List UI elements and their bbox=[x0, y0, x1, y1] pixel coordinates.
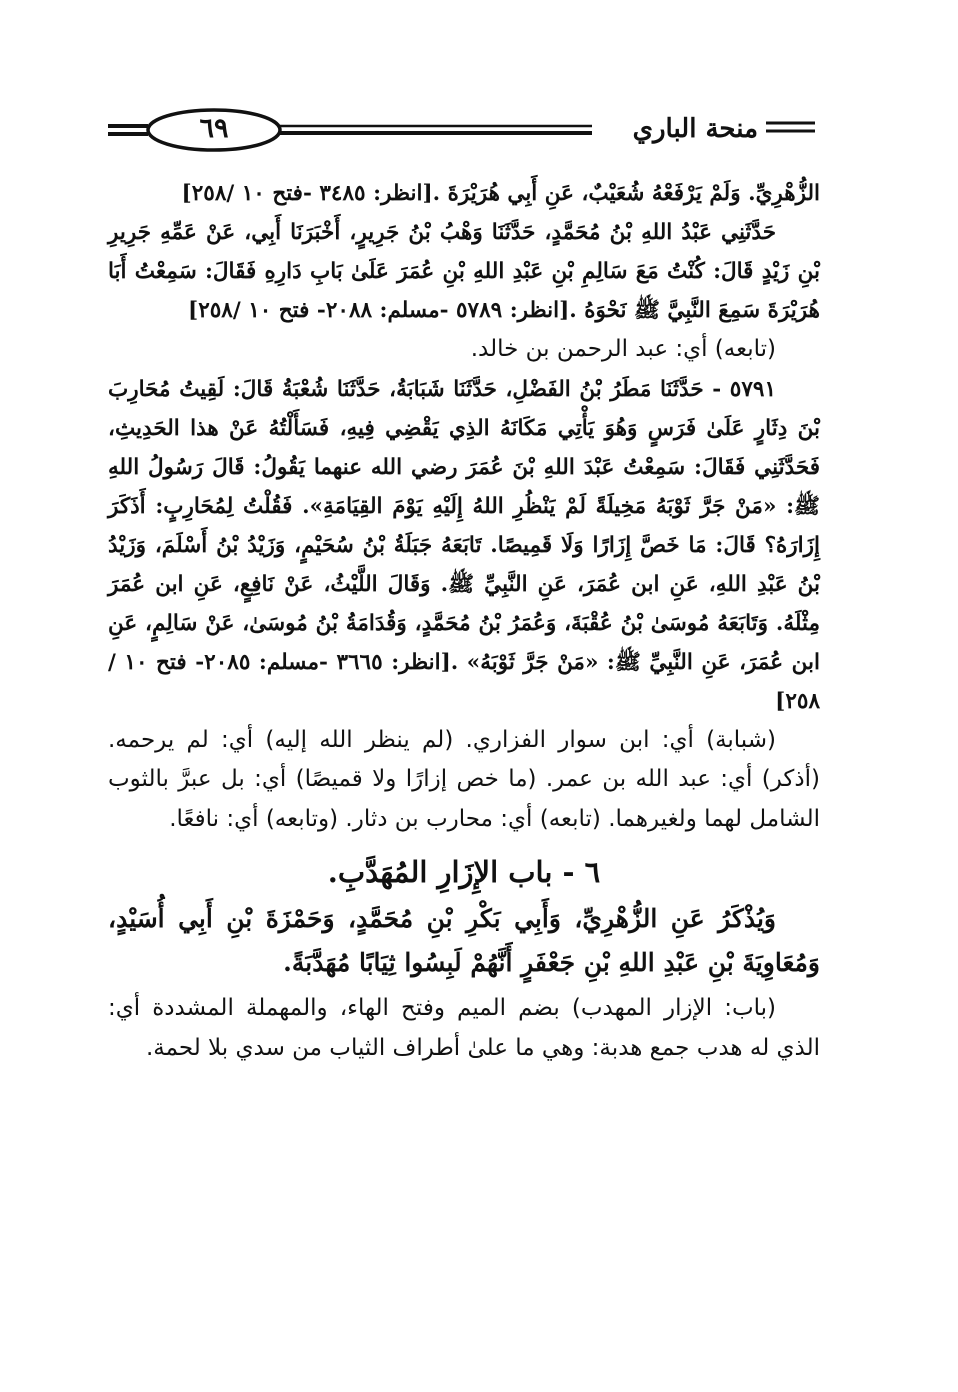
hadith-paragraph-2: حَدَّثَنِي عَبْدُ اللهِ بْنُ مُحَمَّدٍ، حَدَّثَنَا وَهْبُ بْنُ جَرِيرٍ، أَخْبَرَنَا أَبِي، عَنْ عَمِّهِ جَرِيرِ بْنِ زَيْدٍ قَالَ: كُنْتُ مَعَ سَالِمِ بْنِ عَبْدِ اللهِ بْنِ عُمَرَ عَلَىٰ بَابِ دَارِهِ فَقَالَ: سَمِعْتُ أَبَا هُرَيْرَةَ سَمِعَ النَّبِيَّ ﷺ نَحْوَهُ .[انظر: ٥٧٨٩ -مسلم: ٢٠٨٨- فتح ١٠ /٢٥٨] bbox=[108, 220, 820, 323]
chapter-tarjama: وَيُذْكَرُ عَنِ الزُّهْرِيِّ، وَأَبِي بَكْرِ بْنِ مُحَمَّدٍ، وَحَمْزَةَ بْنِ أَبِي أُسَيْدٍ، وَمُعَاوِيَةَ بْنِ عَبْدِ اللهِ بْنِ جَعْفَرٍ أَنَّهُمْ لَبِسُوا ثِيَابًا مُهَدَّبَةً. bbox=[108, 904, 820, 977]
hadith-paragraph-3: ٥٧٩١ - حَدَّثَنَا مَطَرُ بْنُ الفَضْلِ، حَدَّثَنَا شَبَابَةُ، حَدَّثَنَا شُعْبَةُ قَالَ: لَقِيتُ مُحَارِبَ بْنَ دِثَارٍ عَلَىٰ فَرَسٍ وَهُوَ يَأْتِي مَكَانَهُ الذِي يَقْضِي فِيهِ، فَسَأَلْتُهُ عَنْ هذا الحَدِيثِ، فَحَدَّثَنِي فَقَالَ: سَمِعْتُ عَبْدَ اللهِ بْنَ عُمَرَ رضي الله عنهما يَقُولُ: قَالَ رَسُولُ اللهِ ﷺ: «مَنْ جَرَّ ثَوْبَهُ مَخِيلَةً لَمْ يَنْظُرِ اللهُ إِلَيْهِ يَوْمَ القِيَامَةِ». فَقُلْتُ لِمُحَارِبٍ: أَذَكَرَ إِزَارَهُ؟ قَالَ: مَا خَصَّ إِزَارًا وَلَا قَمِيصًا. تَابَعَهُ جَبَلَةُ بْنُ سُحَيْمٍ، وَزَيْدُ بْنُ أَسْلَمَ، وَزَيْدُ بْنُ عَبْدِ اللهِ، عَنِ ابن عُمَرَ، عَنِ النَّبِيِّ ﷺ. وَقَالَ اللَّيْثُ، عَنْ نَافِعٍ، عَنِ ابن عُمَرَ مِثْلَهُ. وَتَابَعَهُ مُوسَىٰ بْنُ عُقْبَةَ، وَعُمَرُ بْنُ مُحَمَّدٍ، وَقُدَامَةُ بْنُ مُوسَىٰ، عَنْ سَالِمٍ، عَنِ ابن عُمَرَ، عَنِ النَّبِيِّ ﷺ: «مَنْ جَرَّ ثَوْبَهُ» .[انظر: ٣٦٦٥ -مسلم: ٢٠٨٥- فتح ١٠ /٢٥٨] bbox=[108, 376, 821, 714]
page-number: ٦٩ bbox=[199, 113, 229, 144]
chapter-heading: ٦ - باب الإِزَارِ المُهَدَّبِ. bbox=[327, 855, 601, 889]
running-title: منحة الباري bbox=[632, 114, 758, 144]
commentary-paragraph-2: (شبابة) أي: ابن سوار الفزاري. (لم ينظر الله إليه) أي: لم يرحمه. (أذكر) أي: عبد الله بن عمر. (ما خص إزارًا ولا قميصًا) أي: بل عبرَّ بالثوب الشامل لهما ولغيرهما. (تابعه) أي: محارب بن دثار. (وتابعه) أي: نافعًا. bbox=[108, 726, 820, 832]
commentary-paragraph-1: (تابعه) أي: عبد الرحمن بن خالد. bbox=[470, 336, 776, 362]
commentary-paragraph-3: (باب: الإزار المهدب) بضم الميم وفتح الهاء، والمهملة المشددة أي: الذي له هدب جمع هدبة: وهي ما علىٰ أطراف الثياب من سدي بلا لحمة. bbox=[108, 995, 820, 1061]
page-header bbox=[100, 105, 820, 155]
hadith-paragraph-1: الزُّهْرِيِّ. وَلَمْ يَرْفَعْهُ شُعَيْبٌ، عَنِ أَبِي هُرَيْرَةَ .[انظر: ٣٤٨٥ -فتح ١٠ /٢٥٨] bbox=[181, 181, 820, 206]
page-body bbox=[108, 174, 820, 1068]
